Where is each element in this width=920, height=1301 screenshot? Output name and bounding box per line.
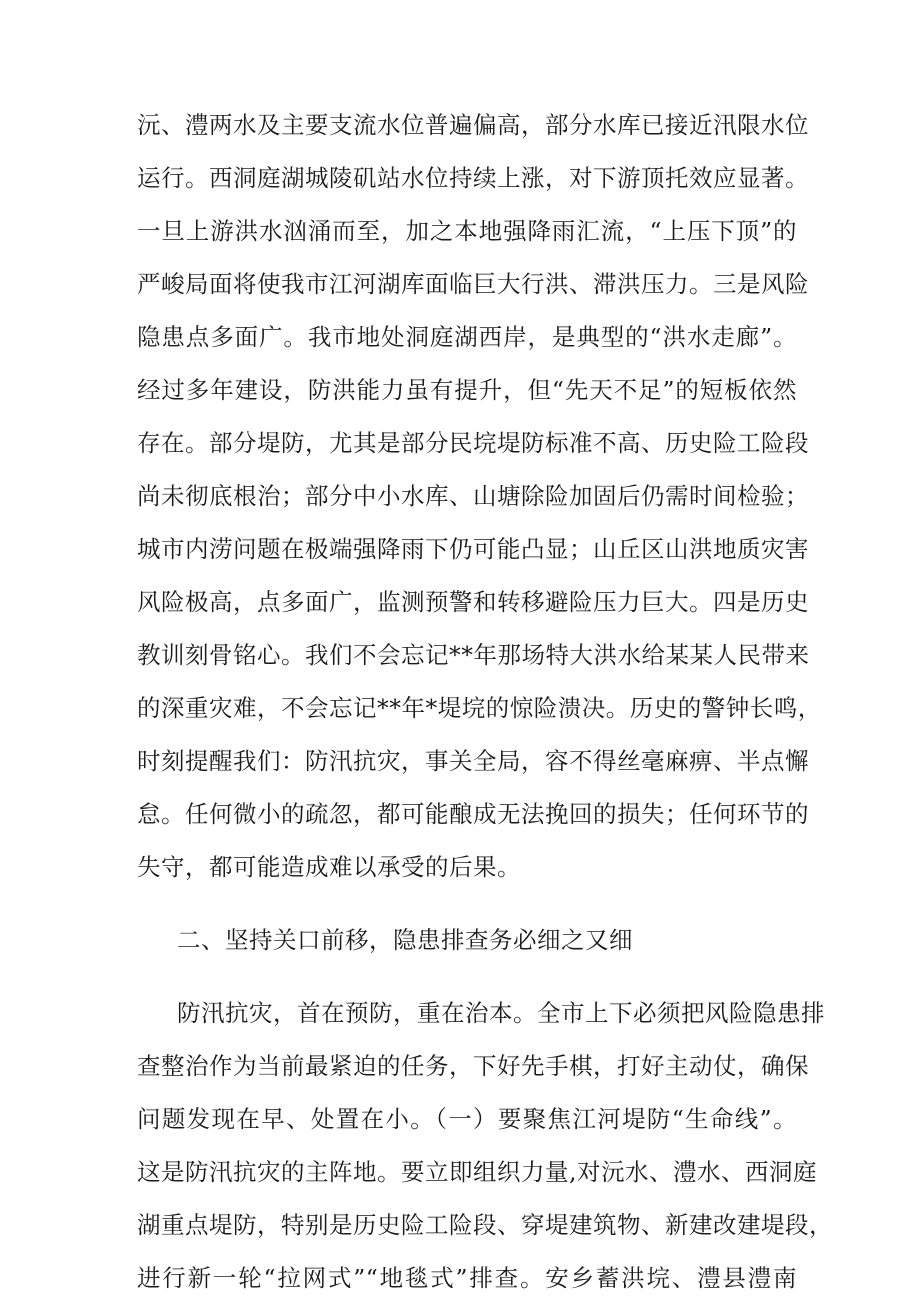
text-line: 经过多年建设，防洪能力虽有提升，但“先天不足”的短板依然 bbox=[137, 376, 797, 404]
text-line: 教训刻骨铭心。我们不会忘记**年那场特大洪水给某某人民带来 bbox=[137, 641, 810, 669]
text-line: 失守，都可能造成难以承受的后果。 bbox=[137, 853, 521, 881]
text-line: 沅、澧两水及主要支流水位普遍偏高，部分水库已接近汛限水位 bbox=[137, 111, 809, 139]
text-line: 的深重灾难，不会忘记**年*堤垸的惊险溃决。历史的警钟长鸣， bbox=[137, 694, 822, 722]
text-line: 问题发现在早、处置在小。（一）要聚焦江河堤防“生命线”。 bbox=[137, 1105, 797, 1133]
text-line: 防汛抗灾，首在预防，重在治本。全市上下必须把风险隐患排 bbox=[177, 999, 825, 1027]
text-line: 尚未彻底根治；部分中小水库、山塘除险加固后仍需时间检验； bbox=[137, 482, 809, 510]
text-line: 湖重点堤防，特别是历史险工险段、穿堤建筑物、新建改建堤段， bbox=[137, 1211, 833, 1239]
section-heading: 二、坚持关口前移，隐患排查务必细之又细 bbox=[177, 926, 633, 954]
text-line: 怠。任何微小的疏忽，都可能酿成无法挽回的损失；任何环节的 bbox=[137, 800, 809, 828]
text-line: 一旦上游洪水汹涌而至，加之本地强降雨汇流，“上压下顶”的 bbox=[137, 217, 797, 245]
text-line: 城市内涝问题在极端强降雨下仍可能凸显；山丘区山洪地质灾害 bbox=[137, 535, 809, 563]
text-line: 严峻局面将使我市江河湖库面临巨大行洪、滞洪压力。三是风险 bbox=[137, 270, 809, 298]
text-line: 运行。西洞庭湖城陵矶站水位持续上涨，对下游顶托效应显著。 bbox=[137, 164, 809, 192]
text-line: 进行新一轮“拉网式”“地毯式”排查。安乡蓄洪垸、澧县澧南 bbox=[137, 1264, 797, 1292]
text-line: 隐患点多面广。我市地处洞庭湖西岸，是典型的“洪水走廊”。 bbox=[137, 323, 797, 351]
text-line: 这是防汛抗灾的主阵地。要立即组织力量,对沅水、澧水、西洞庭 bbox=[137, 1158, 817, 1186]
text-line: 存在。部分堤防，尤其是部分民垸堤防标准不高、历史险工险段 bbox=[137, 429, 809, 457]
text-line: 查整治作为当前最紧迫的任务，下好先手棋，打好主动仗，确保 bbox=[137, 1052, 809, 1080]
text-line: 时刻提醒我们：防汛抗灾，事关全局，容不得丝毫麻痹、半点懈 bbox=[137, 747, 809, 775]
text-line: 风险极高，点多面广，监测预警和转移避险压力巨大。四是历史 bbox=[137, 588, 809, 616]
